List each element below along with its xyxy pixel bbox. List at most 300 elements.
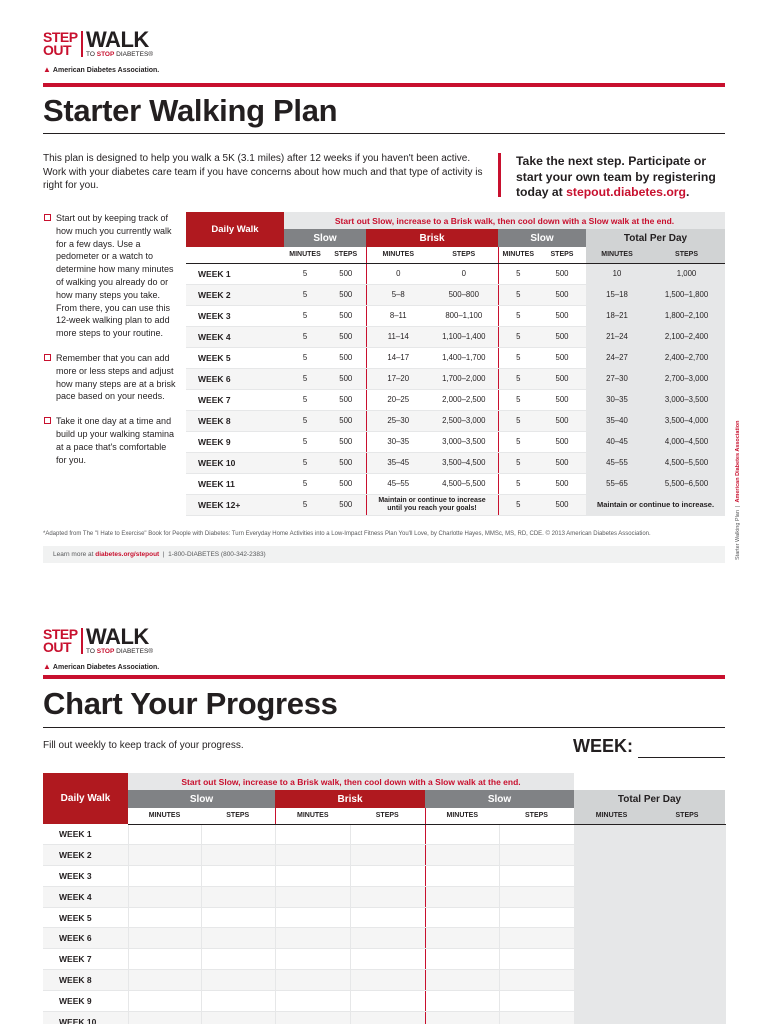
table-row bbox=[186, 263, 725, 284]
slow-steps-cell: 500 bbox=[326, 284, 366, 305]
checkbox-bullet-icon bbox=[44, 417, 51, 424]
step-out-walk-logo bbox=[43, 624, 173, 675]
source-footnote: *Adapted from The "I Hate to Exercise" Book for People with Diabetes: Turn Everyday Home Activities into a Low-Impact Fitness Plan You'll Love, by Charlotte Hayes, MMSc, MS, RD, CDE. © 2013 American Diabetes Association. bbox=[43, 531, 651, 537]
slow2-minutes-input[interactable] bbox=[425, 990, 499, 1011]
total-steps-input[interactable] bbox=[649, 949, 725, 970]
total-minutes-input[interactable] bbox=[574, 866, 649, 887]
slow-minutes-input[interactable] bbox=[128, 1011, 201, 1024]
slow-minutes-input[interactable] bbox=[128, 928, 201, 949]
brisk-minutes-cell: 35–45 bbox=[366, 452, 430, 473]
brisk-steps-cell: 4,500–5,500 bbox=[430, 473, 498, 494]
slow-minutes-input[interactable] bbox=[128, 949, 201, 970]
brisk-steps-cell: 2,000–2,500 bbox=[430, 389, 498, 410]
slow-minutes-input[interactable] bbox=[128, 866, 201, 887]
slow-steps-cell: 500 bbox=[326, 431, 366, 452]
total-per-day-header: Total Per Day bbox=[574, 790, 725, 808]
slow-cooldown-header: Slow bbox=[498, 229, 586, 247]
brisk-minutes-cell: 14–17 bbox=[366, 347, 430, 368]
brisk-steps-input[interactable] bbox=[350, 928, 425, 949]
slow2-minutes-input[interactable] bbox=[425, 907, 499, 928]
total-steps-input[interactable] bbox=[649, 907, 725, 928]
brisk-steps-input[interactable] bbox=[350, 866, 425, 887]
brisk-steps-input[interactable] bbox=[350, 886, 425, 907]
tips-list bbox=[43, 212, 178, 478]
week-label: WEEK 10 bbox=[186, 452, 284, 473]
cta-period: . bbox=[685, 185, 690, 199]
slow-minutes-cell: 5 bbox=[284, 389, 326, 410]
slow2-steps-cell: 500 bbox=[538, 347, 586, 368]
brisk-steps-input[interactable] bbox=[350, 845, 425, 866]
phone-number: 1-800-DIABETES (800-342-2383) bbox=[168, 551, 266, 558]
total-steps-cell: 3,000–3,500 bbox=[648, 389, 725, 410]
total-minutes-cell: 15–18 bbox=[586, 284, 648, 305]
slow-steps-cell: 500 bbox=[326, 305, 366, 326]
logo-walk: WALK bbox=[86, 624, 149, 649]
slow2-steps-cell: 500 bbox=[538, 494, 586, 515]
week-input-line[interactable] bbox=[638, 757, 725, 758]
slow2-steps-input[interactable] bbox=[499, 949, 574, 970]
table-banner: Start out Slow, increase to a Brisk walk, then cool down with a Slow walk at the end. bbox=[284, 212, 725, 229]
slow2-minutes-cell: 5 bbox=[498, 347, 538, 368]
logo-walk: WALK bbox=[86, 27, 149, 52]
brisk-steps-cell: 500–800 bbox=[430, 284, 498, 305]
slow-minutes-input[interactable] bbox=[128, 970, 201, 991]
slow2-steps-cell: 500 bbox=[538, 368, 586, 389]
table-row bbox=[43, 845, 725, 866]
slow2-steps-input[interactable] bbox=[499, 824, 574, 845]
page-title: Starter Walking Plan bbox=[43, 93, 338, 128]
page-title: Chart Your Progress bbox=[43, 686, 338, 721]
slow-steps-input[interactable] bbox=[201, 1011, 275, 1024]
minutes-subheader: MINUTES bbox=[284, 247, 326, 263]
logo-step: STEP bbox=[43, 29, 78, 45]
slow2-steps-cell: 500 bbox=[538, 473, 586, 494]
slow-minutes-cell: 5 bbox=[284, 431, 326, 452]
brisk-note-line-2: until you reach your goals! bbox=[387, 504, 477, 512]
week-label: WEEK 3 bbox=[186, 305, 284, 326]
slow-steps-input[interactable] bbox=[201, 907, 275, 928]
logo-tagline-stop: STOP bbox=[96, 51, 115, 58]
brisk-steps-input[interactable] bbox=[350, 990, 425, 1011]
brisk-minutes-input[interactable] bbox=[275, 928, 350, 949]
total-steps-input[interactable] bbox=[649, 1011, 725, 1024]
slow-steps-input[interactable] bbox=[201, 928, 275, 949]
slow-header: Slow bbox=[284, 229, 366, 247]
steps-subheader: STEPS bbox=[430, 247, 498, 263]
cta-link[interactable]: stepout.diabetes.org bbox=[566, 185, 686, 199]
slow-minutes-cell: 5 bbox=[284, 326, 326, 347]
total-steps-input[interactable] bbox=[649, 866, 725, 887]
daily-walk-header: Daily Walk bbox=[186, 212, 284, 247]
table-row bbox=[186, 368, 725, 389]
slow-steps-cell: 500 bbox=[326, 473, 366, 494]
brisk-steps-input[interactable] bbox=[350, 907, 425, 928]
brisk-minutes-cell: 8–11 bbox=[366, 305, 430, 326]
total-minutes-input[interactable] bbox=[574, 970, 649, 991]
table-row bbox=[43, 1011, 725, 1024]
slow-minutes-cell: 5 bbox=[284, 368, 326, 389]
slow2-steps-cell: 500 bbox=[538, 452, 586, 473]
brisk-steps-cell: 3,500–4,500 bbox=[430, 452, 498, 473]
week-label: WEEK 6 bbox=[43, 928, 128, 949]
tip-text: Start out by keeping track of how much you currently walk for a few days. Use a pedometer or a watch to determine how many minutes of walking you already do or how many steps you take. From there, you can use this 12-week walking plan to add more steps to your routine. bbox=[56, 213, 174, 339]
total-minutes-cell: 40–45 bbox=[586, 431, 648, 452]
table-row bbox=[43, 907, 725, 928]
slow-minutes-cell: 5 bbox=[284, 284, 326, 305]
minutes-subheader: MINUTES bbox=[586, 247, 648, 263]
total-minutes-cell: 45–55 bbox=[586, 452, 648, 473]
slow2-steps-cell: 500 bbox=[538, 263, 586, 284]
week-label: WEEK 1 bbox=[186, 263, 284, 284]
table-row bbox=[186, 347, 725, 368]
logo-out: OUT bbox=[43, 639, 72, 655]
total-steps-cell: 2,700–3,000 bbox=[648, 368, 725, 389]
brisk-minutes-cell: 45–55 bbox=[366, 473, 430, 494]
logo-tagline bbox=[86, 648, 153, 656]
slow2-minutes-cell: 5 bbox=[498, 431, 538, 452]
slow2-steps-cell: 500 bbox=[538, 389, 586, 410]
total-minutes-cell: 24–27 bbox=[586, 347, 648, 368]
table-row bbox=[186, 452, 725, 473]
total-minutes-input[interactable] bbox=[574, 928, 649, 949]
ada-triangle-icon: ▲ bbox=[43, 662, 51, 671]
week-label: WEEK 10 bbox=[43, 1011, 128, 1024]
week-label: WEEK 8 bbox=[186, 410, 284, 431]
brisk-steps-input[interactable] bbox=[350, 1011, 425, 1024]
total-steps-input[interactable] bbox=[649, 970, 725, 991]
total-steps-cell: 1,500–1,800 bbox=[648, 284, 725, 305]
slow-cooldown-header: Slow bbox=[425, 790, 574, 808]
total-steps-cell: 3,500–4,000 bbox=[648, 410, 725, 431]
progress-intro: Fill out weekly to keep track of your progress. bbox=[43, 740, 244, 751]
brisk-header: Brisk bbox=[366, 229, 498, 247]
learn-more-strip bbox=[43, 546, 725, 563]
week-label: WEEK: bbox=[573, 736, 633, 756]
steps-subheader: STEPS bbox=[649, 808, 725, 824]
brisk-minutes-cell: 17–20 bbox=[366, 368, 430, 389]
brisk-steps-cell: 1,400–1,700 bbox=[430, 347, 498, 368]
daily-walk-header: Daily Walk bbox=[43, 773, 128, 824]
slow-steps-cell: 500 bbox=[326, 347, 366, 368]
total-steps-cell: 2,400–2,700 bbox=[648, 347, 725, 368]
header-red-rule bbox=[43, 83, 725, 87]
slow-steps-cell: 500 bbox=[326, 410, 366, 431]
week-label: WEEK 3 bbox=[43, 866, 128, 887]
table-row bbox=[186, 410, 725, 431]
diabetes-org-link[interactable]: diabetes.org/stepout bbox=[95, 551, 160, 558]
slow2-minutes-cell: 5 bbox=[498, 473, 538, 494]
total-steps-input[interactable] bbox=[649, 990, 725, 1011]
table-row bbox=[186, 389, 725, 410]
week-label: WEEK 4 bbox=[186, 326, 284, 347]
logo-tagline-to: TO bbox=[86, 51, 95, 58]
total-minutes-input[interactable] bbox=[574, 886, 649, 907]
brisk-minutes-input[interactable] bbox=[275, 1011, 350, 1024]
slow-minutes-cell: 5 bbox=[284, 494, 326, 515]
week-label: WEEK 2 bbox=[186, 284, 284, 305]
brisk-steps-cell: 2,500–3,000 bbox=[430, 410, 498, 431]
step-out-walk-logo bbox=[43, 27, 173, 78]
slow-minutes-input[interactable] bbox=[128, 990, 201, 1011]
slow2-steps-input[interactable] bbox=[499, 1011, 574, 1024]
slow-steps-cell: 500 bbox=[326, 452, 366, 473]
total-minutes-input[interactable] bbox=[574, 907, 649, 928]
slow-steps-cell: 500 bbox=[326, 389, 366, 410]
week-label: WEEK 8 bbox=[43, 970, 128, 991]
walking-plan-table bbox=[186, 212, 725, 516]
slow2-minutes-cell: 5 bbox=[498, 263, 538, 284]
ada-triangle-icon: ▲ bbox=[43, 65, 51, 74]
week-label: WEEK 2 bbox=[43, 845, 128, 866]
table-row bbox=[186, 473, 725, 494]
slow-minutes-cell: 5 bbox=[284, 410, 326, 431]
slow-minutes-input[interactable] bbox=[128, 907, 201, 928]
slow2-steps-cell: 500 bbox=[538, 431, 586, 452]
tip-item bbox=[43, 352, 178, 403]
brisk-minutes-input[interactable] bbox=[275, 949, 350, 970]
total-minutes-input[interactable] bbox=[574, 990, 649, 1011]
slow-steps-cell: 500 bbox=[326, 326, 366, 347]
total-minutes-input[interactable] bbox=[574, 949, 649, 970]
brisk-steps-cell: 3,000–3,500 bbox=[430, 431, 498, 452]
total-minutes-cell: 10 bbox=[586, 263, 648, 284]
week-label: WEEK 1 bbox=[43, 824, 128, 845]
slow2-steps-input[interactable] bbox=[499, 886, 574, 907]
tip-text: Take it one day at a time and build up your walking stamina at a pace that's comfortable for you. bbox=[56, 416, 175, 465]
slow2-minutes-input[interactable] bbox=[425, 824, 499, 845]
table-row bbox=[43, 866, 725, 887]
slow-steps-input[interactable] bbox=[201, 845, 275, 866]
slow-steps-input[interactable] bbox=[201, 886, 275, 907]
table-row bbox=[43, 886, 725, 907]
brisk-minutes-input[interactable] bbox=[275, 866, 350, 887]
total-steps-input[interactable] bbox=[649, 845, 725, 866]
slow-steps-cell: 500 bbox=[326, 368, 366, 389]
total-minutes-cell: 27–30 bbox=[586, 368, 648, 389]
total-steps-cell: 4,500–5,500 bbox=[648, 452, 725, 473]
steps-subheader: STEPS bbox=[350, 808, 425, 824]
title-underline bbox=[43, 727, 725, 728]
logo-tagline-stop: STOP bbox=[96, 648, 115, 655]
brisk-minutes-input[interactable] bbox=[275, 845, 350, 866]
side-label-ada: American Diabetes Association bbox=[735, 420, 741, 503]
slow2-minutes-input[interactable] bbox=[425, 866, 499, 887]
logo-tagline-to: TO bbox=[86, 648, 95, 655]
slow2-steps-input[interactable] bbox=[499, 970, 574, 991]
total-minutes-cell: 30–35 bbox=[586, 389, 648, 410]
slow-minutes-cell: 5 bbox=[284, 263, 326, 284]
brisk-minutes-input[interactable] bbox=[275, 990, 350, 1011]
logo-registered-mark: ® bbox=[148, 648, 154, 655]
total-minutes-cell: 21–24 bbox=[586, 326, 648, 347]
brisk-minutes-cell: 20–25 bbox=[366, 389, 430, 410]
total-steps-cell: 2,100–2,400 bbox=[648, 326, 725, 347]
slow2-minutes-cell: 5 bbox=[498, 284, 538, 305]
table-row bbox=[186, 305, 725, 326]
total-maintain-note: Maintain or continue to increase. bbox=[586, 494, 725, 515]
cta-accent-bar bbox=[498, 153, 501, 197]
slow2-minutes-cell: 5 bbox=[498, 389, 538, 410]
brisk-note-line-1: Maintain or continue to increase bbox=[378, 496, 486, 504]
week-label: WEEK 4 bbox=[43, 886, 128, 907]
week-label: WEEK 12+ bbox=[186, 494, 284, 515]
slow2-minutes-cell: 5 bbox=[498, 410, 538, 431]
brisk-steps-input[interactable] bbox=[350, 949, 425, 970]
slow2-minutes-cell: 5 bbox=[498, 326, 538, 347]
total-steps-cell: 5,500–6,500 bbox=[648, 473, 725, 494]
brisk-minutes-input[interactable] bbox=[275, 907, 350, 928]
slow2-minutes-cell: 5 bbox=[498, 494, 538, 515]
week-label: WEEK 7 bbox=[43, 949, 128, 970]
checkbox-bullet-icon bbox=[44, 354, 51, 361]
slow-steps-input[interactable] bbox=[201, 824, 275, 845]
ada-name bbox=[43, 663, 159, 672]
brisk-minutes-cell: 25–30 bbox=[366, 410, 430, 431]
ada-text: American Diabetes Association. bbox=[52, 664, 160, 671]
slow-minutes-cell: 5 bbox=[284, 305, 326, 326]
table-row bbox=[186, 494, 725, 515]
slow2-steps-input[interactable] bbox=[499, 845, 574, 866]
ada-text: American Diabetes Association. bbox=[52, 67, 160, 74]
total-minutes-input[interactable] bbox=[574, 824, 649, 845]
slow2-minutes-input[interactable] bbox=[425, 845, 499, 866]
steps-subheader: STEPS bbox=[648, 247, 725, 263]
total-minutes-cell: 55–65 bbox=[586, 473, 648, 494]
table-row bbox=[43, 928, 725, 949]
slow-minutes-cell: 5 bbox=[284, 473, 326, 494]
slow2-minutes-input[interactable] bbox=[425, 928, 499, 949]
minutes-subheader: MINUTES bbox=[425, 808, 499, 824]
steps-subheader: STEPS bbox=[201, 808, 275, 824]
slow-minutes-cell: 5 bbox=[284, 452, 326, 473]
brisk-steps-cell: 1,700–2,000 bbox=[430, 368, 498, 389]
brisk-steps-cell: 1,100–1,400 bbox=[430, 326, 498, 347]
total-steps-cell: 4,000–4,500 bbox=[648, 431, 725, 452]
logo-step: STEP bbox=[43, 626, 78, 642]
slow2-minutes-input[interactable] bbox=[425, 970, 499, 991]
steps-subheader: STEPS bbox=[326, 247, 366, 263]
minutes-subheader: MINUTES bbox=[574, 808, 649, 824]
brisk-header: Brisk bbox=[275, 790, 425, 808]
brisk-steps-cell: 800–1,100 bbox=[430, 305, 498, 326]
slow2-minutes-cell: 5 bbox=[498, 452, 538, 473]
slow-minutes-input[interactable] bbox=[128, 886, 201, 907]
slow2-minutes-input[interactable] bbox=[425, 949, 499, 970]
minutes-subheader: MINUTES bbox=[366, 247, 430, 263]
total-minutes-input[interactable] bbox=[574, 845, 649, 866]
slow-steps-input[interactable] bbox=[201, 990, 275, 1011]
title-underline bbox=[43, 133, 725, 134]
slow2-steps-input[interactable] bbox=[499, 990, 574, 1011]
minutes-subheader: MINUTES bbox=[128, 808, 201, 824]
logo-tagline-diabetes: DIABETES bbox=[116, 648, 149, 655]
steps-subheader: STEPS bbox=[538, 247, 586, 263]
table-row bbox=[43, 949, 725, 970]
slow-minutes-cell: 5 bbox=[284, 347, 326, 368]
slow2-steps-cell: 500 bbox=[538, 326, 586, 347]
total-steps-input[interactable] bbox=[649, 928, 725, 949]
slow-minutes-input[interactable] bbox=[128, 845, 201, 866]
tip-text: Remember that you can add more or less steps and adjust how many steps are at a brisk pace based on your needs. bbox=[56, 352, 176, 402]
slow2-steps-input[interactable] bbox=[499, 907, 574, 928]
slow2-minutes-cell: 5 bbox=[498, 305, 538, 326]
week-label: WEEK 5 bbox=[186, 347, 284, 368]
brisk-minutes-cell: 0 bbox=[366, 263, 430, 284]
brisk-steps-input[interactable] bbox=[350, 824, 425, 845]
week-label: WEEK 9 bbox=[186, 431, 284, 452]
slow2-steps-input[interactable] bbox=[499, 928, 574, 949]
total-steps-input[interactable] bbox=[649, 824, 725, 845]
logo-out: OUT bbox=[43, 42, 72, 58]
table-row bbox=[43, 824, 725, 845]
logo-divider bbox=[81, 31, 83, 57]
slow2-minutes-input[interactable] bbox=[425, 886, 499, 907]
logo-tagline bbox=[86, 51, 153, 59]
slow-steps-cell: 500 bbox=[326, 494, 366, 515]
logo-divider bbox=[81, 628, 83, 654]
slow-steps-input[interactable] bbox=[201, 949, 275, 970]
week-label: WEEK 11 bbox=[186, 473, 284, 494]
week-label: WEEK 7 bbox=[186, 389, 284, 410]
side-label-separator: | bbox=[735, 505, 741, 507]
tip-item bbox=[43, 415, 178, 466]
brisk-minutes-cell: 11–14 bbox=[366, 326, 430, 347]
total-minutes-input[interactable] bbox=[574, 1011, 649, 1024]
progress-table bbox=[43, 773, 726, 1024]
vertical-side-label bbox=[735, 420, 741, 560]
slow-steps-cell: 500 bbox=[326, 263, 366, 284]
minutes-subheader: MINUTES bbox=[275, 808, 350, 824]
table-banner: Start out Slow, increase to a Brisk walk, then cool down with a Slow walk at the end. bbox=[128, 773, 574, 790]
slow-steps-input[interactable] bbox=[201, 866, 275, 887]
brisk-steps-input[interactable] bbox=[350, 970, 425, 991]
minutes-subheader: MINUTES bbox=[498, 247, 538, 263]
slow2-steps-cell: 500 bbox=[538, 305, 586, 326]
tip-item bbox=[43, 212, 178, 340]
brisk-minutes-input[interactable] bbox=[275, 886, 350, 907]
total-steps-input[interactable] bbox=[649, 886, 725, 907]
brisk-minutes-input[interactable] bbox=[275, 970, 350, 991]
cta-text bbox=[516, 154, 731, 201]
slow2-minutes-cell: 5 bbox=[498, 368, 538, 389]
blank-subheader bbox=[186, 247, 284, 263]
total-minutes-cell: 35–40 bbox=[586, 410, 648, 431]
week-label: WEEK 5 bbox=[43, 907, 128, 928]
ada-name bbox=[43, 66, 159, 75]
week-label: WEEK 6 bbox=[186, 368, 284, 389]
table-row bbox=[186, 326, 725, 347]
learn-more-separator: | bbox=[162, 551, 165, 558]
total-steps-cell: 1,000 bbox=[648, 263, 725, 284]
brisk-steps-cell: 0 bbox=[430, 263, 498, 284]
header-red-rule bbox=[43, 675, 725, 679]
slow2-steps-input[interactable] bbox=[499, 866, 574, 887]
brisk-minutes-input[interactable] bbox=[275, 824, 350, 845]
checkbox-bullet-icon bbox=[44, 214, 51, 221]
slow-minutes-input[interactable] bbox=[128, 824, 201, 845]
slow2-minutes-input[interactable] bbox=[425, 1011, 499, 1024]
banner-spacer bbox=[574, 773, 725, 790]
week-label: WEEK 9 bbox=[43, 990, 128, 1011]
logo-registered-mark: ® bbox=[148, 51, 154, 58]
total-per-day-header: Total Per Day bbox=[586, 229, 725, 247]
table-row bbox=[186, 284, 725, 305]
slow-steps-input[interactable] bbox=[201, 970, 275, 991]
intro-paragraph: This plan is designed to help you walk a 5K (3.1 miles) after 12 weeks if you haven't been active. Work with your diabetes care team if you have concerns about how much and that type of activity is right for you. bbox=[43, 153, 483, 191]
table-row bbox=[43, 990, 725, 1011]
chart-your-progress-page bbox=[0, 600, 768, 1024]
slow-header: Slow bbox=[128, 790, 275, 808]
